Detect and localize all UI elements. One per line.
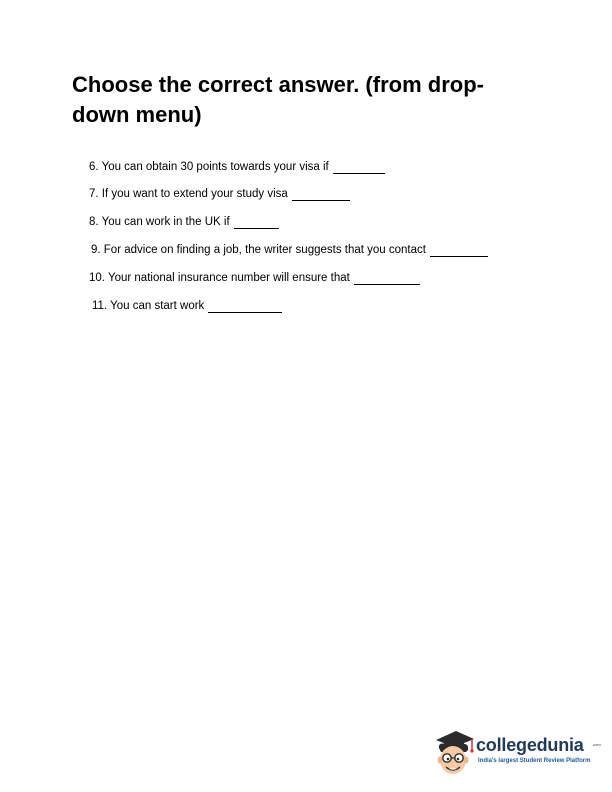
question-7-answer-dropdown[interactable] [292, 189, 350, 201]
question-9-text: 9. For advice on finding a job, the writer suggests that you contact [91, 244, 426, 256]
brand-name: collegedunia [476, 735, 584, 755]
question-11-text: 11. You can start work [92, 300, 205, 312]
question-6-answer-dropdown[interactable] [333, 162, 385, 174]
brand-domain-suffix: .com [592, 742, 601, 747]
question-8-text: 8. You can work in the UK if [89, 216, 230, 228]
question-10 [89, 271, 420, 285]
question-10-answer-dropdown[interactable] [354, 273, 420, 285]
question-9 [91, 243, 488, 257]
question-9-answer-dropdown[interactable] [430, 245, 488, 257]
question-8-answer-dropdown[interactable] [234, 217, 279, 229]
collegedunia-logo [432, 728, 602, 780]
student-mascot-icon [432, 728, 476, 780]
page-title: Choose the correct answer. (from drop-down menu) [72, 72, 484, 127]
question-11 [92, 299, 282, 313]
question-7-text: 7. If you want to extend your study visa [89, 188, 288, 200]
question-7 [89, 187, 350, 201]
question-6 [89, 160, 385, 174]
question-10-text: 10. Your national insurance number will ensure that [89, 272, 350, 284]
question-6-text: 6. You can obtain 30 points towards your visa if [89, 161, 329, 173]
brand-tagline: India's largest Student Review Platform [478, 758, 591, 764]
question-8 [89, 215, 279, 229]
question-11-answer-dropdown[interactable] [208, 301, 282, 313]
